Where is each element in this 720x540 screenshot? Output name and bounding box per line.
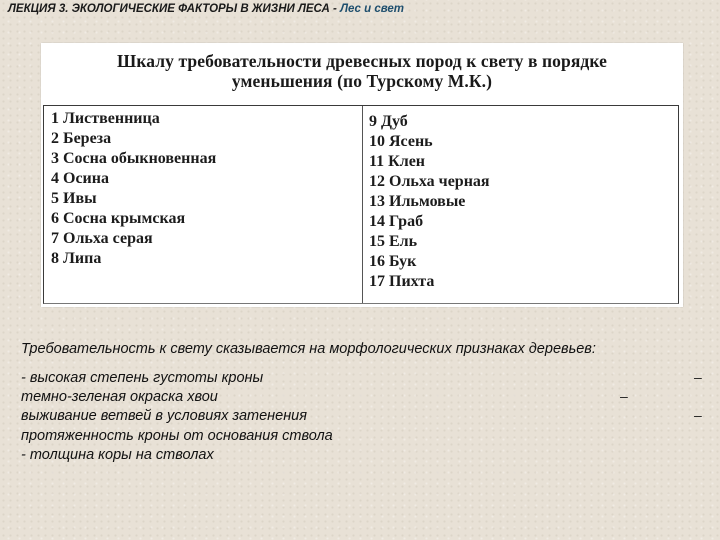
list-item: 17 Пихта	[369, 273, 435, 290]
table-title-line-1: Шкалу требовательности древесных пород к свету в порядке	[117, 51, 607, 71]
dash-mark: –	[694, 407, 702, 423]
dash-mark: –	[694, 369, 702, 385]
list-item: 2 Береза	[51, 130, 112, 147]
scanned-table-image	[41, 43, 683, 307]
list-item: 16 Бук	[369, 253, 417, 270]
list-item: 4 Осина	[51, 170, 109, 187]
column-divider	[362, 106, 363, 303]
slide-subtitle: Лес и свет	[340, 3, 405, 15]
slide-title: ЛЕКЦИЯ 3. ЭКОЛОГИЧЕСКИЕ ФАКТОРЫ В ЖИЗНИ ЛЕСА -	[8, 3, 337, 15]
tree-list-right	[369, 112, 490, 292]
feature-list	[21, 369, 333, 465]
list-item: темно-зеленая окраска хвои	[21, 389, 218, 406]
list-item: - толщина коры на стволах	[21, 446, 214, 463]
dash-mark: –	[620, 388, 628, 404]
tree-list-left	[51, 109, 216, 269]
list-item: 5 Ивы	[51, 190, 97, 207]
tree-list-table	[43, 105, 679, 304]
list-item: 12 Ольха черная	[369, 173, 490, 190]
slide-header	[8, 3, 404, 15]
list-item: 8 Липа	[51, 250, 102, 267]
list-item: 7 Ольха серая	[51, 230, 153, 247]
table-title	[41, 51, 683, 91]
lead-paragraph: Требовательность к свету сказывается на морфологических признаках деревьев:	[21, 341, 596, 357]
list-item: 1 Лиственница	[51, 110, 160, 127]
list-item: 13 Ильмовые	[369, 193, 466, 210]
list-item: 3 Сосна обыкновенная	[51, 150, 217, 167]
list-item: - высокая степень густоты кроны	[21, 370, 264, 386]
list-item: протяженность кроны от основания ствола	[21, 427, 333, 444]
list-item: 14 Граб	[369, 213, 424, 230]
list-item: 6 Сосна крымская	[51, 210, 186, 227]
list-item: 11 Клен	[369, 153, 426, 170]
list-item: 10 Ясень	[369, 133, 433, 150]
table-title-line-2: уменьшения (по Турскому М.К.)	[231, 71, 493, 91]
list-item: выживание ветвей в условиях затенения	[21, 408, 307, 425]
list-item: 15 Ель	[369, 233, 418, 250]
list-item: 9 Дуб	[369, 113, 408, 130]
